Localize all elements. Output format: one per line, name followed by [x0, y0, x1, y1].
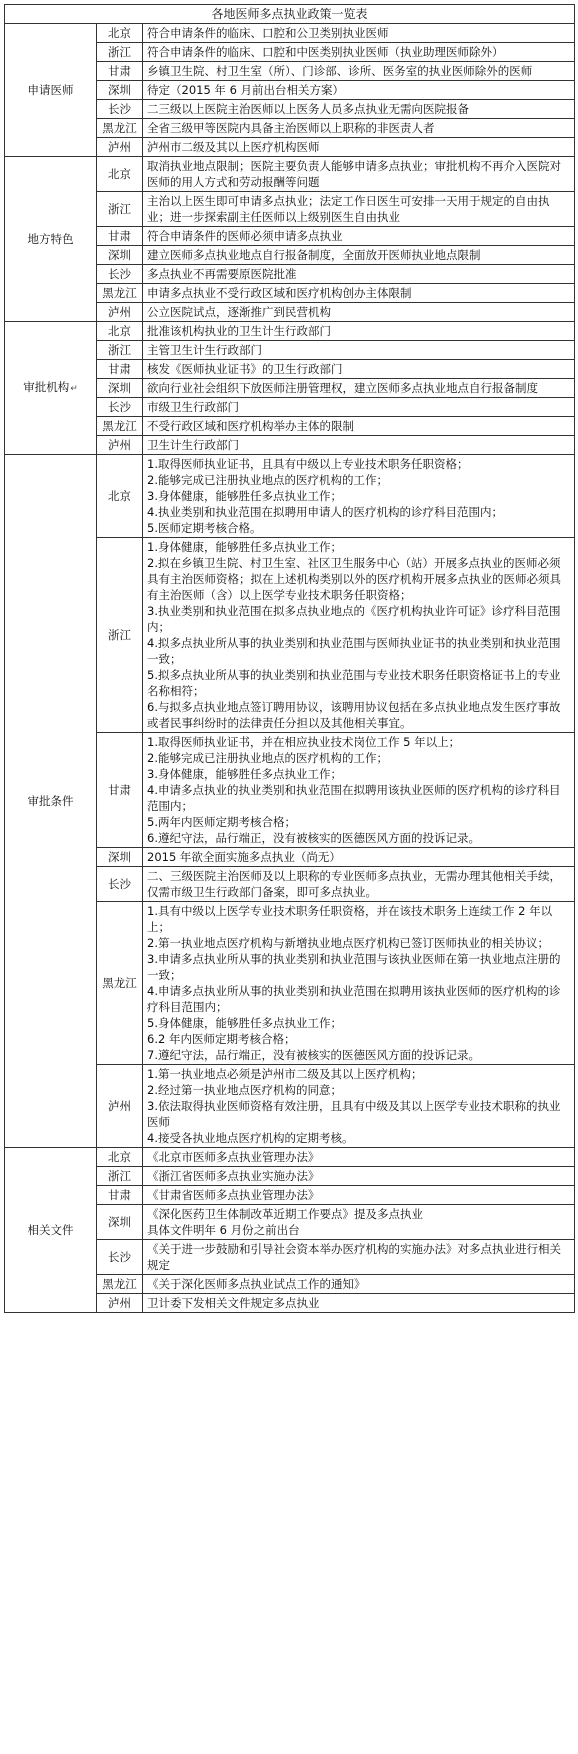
policy-content-cell: [143, 265, 575, 284]
policy-line: 核发《医师执业证书》的卫生行政部门: [147, 362, 343, 376]
category-cell: [5, 455, 97, 1148]
policy-content-cell: [143, 284, 575, 303]
category-cell: [5, 24, 97, 157]
policy-content-cell: [143, 100, 575, 119]
policy-content-cell: [143, 379, 575, 398]
table-title: 各地医师多点执业政策一览表: [5, 5, 575, 24]
policy-line: 4.申请多点执业所从事的执业类别和执业范围在拟聘用该执业医师的医疗机构的诊疗科目范围内；: [147, 984, 561, 1014]
policy-content-cell: [143, 417, 575, 436]
city-cell: 北京: [97, 157, 143, 192]
city-cell: 黑龙江: [97, 1275, 143, 1294]
policy-line: 泸州市二级及其以上医疗机构医师: [147, 140, 320, 154]
category-cell: [5, 1148, 97, 1313]
policy-line: 《浙江省医师多点执业实施办法》: [147, 1169, 320, 1183]
policy-line: 2.能够完成已注册执业地点的医疗机构的工作；: [147, 751, 388, 765]
paragraph-mark: ↵: [70, 384, 78, 394]
city-cell: 浙江: [97, 341, 143, 360]
policy-content-cell: [143, 246, 575, 265]
category-label: 地方特色: [27, 232, 74, 246]
city-cell: 甘肃: [97, 733, 143, 848]
category-label: 审批条件: [27, 794, 74, 808]
policy-line: 5.身体健康，能够胜任多点执业工作；: [147, 1016, 342, 1030]
city-cell: 甘肃: [97, 62, 143, 81]
policy-line: 符合申请条件的医师必须申请多点执业: [147, 229, 343, 243]
policy-line: 卫生计生行政部门: [147, 438, 239, 452]
policy-line: 主治以上医生即可申请多点执业；法定工作日医生可安排一天用于规定的自由执业；进一步探索副主任医师以上级别医生自由执业: [147, 194, 550, 224]
city-cell: 浙江: [97, 192, 143, 227]
city-cell: 深圳: [97, 1205, 143, 1240]
policy-content-cell: [143, 322, 575, 341]
policy-content-cell: [143, 436, 575, 455]
policy-line: 多点执业不再需要原医院批准: [147, 267, 297, 281]
policy-line: 欲向行业社会组织下放医师注册管理权，建立医师多点执业地点自行报备制度: [147, 381, 538, 395]
city-cell: 深圳: [97, 246, 143, 265]
city-cell: 北京: [97, 455, 143, 538]
policy-line: 3.身体健康，能够胜任多点执业工作；: [147, 767, 342, 781]
policy-line: 《关于进一步鼓励和引导社会资本举办医疗机构的实施办法》对多点执业进行相关规定: [147, 1242, 561, 1272]
policy-table: [4, 4, 575, 1313]
policy-content-cell: [143, 157, 575, 192]
policy-content-cell: [143, 43, 575, 62]
city-cell: 长沙: [97, 398, 143, 417]
policy-line: 取消执业地点限制；医院主要负责人能够申请多点执业；审批机构不再介入医院对医师的用人方式和劳动报酬等问题: [147, 159, 561, 189]
policy-line: 1.具有中级以上医学专业技术职务任职资格，并在该技术职务上连续工作 2 年以上；: [147, 904, 553, 934]
policy-line: 1.取得医师执业证书，并在相应执业技术岗位工作 5 年以上；: [147, 735, 461, 749]
city-cell: 深圳: [97, 379, 143, 398]
city-cell: 黑龙江: [97, 902, 143, 1065]
policy-line: 3.依法取得执业医师资格有效注册，且具有中级及其以上医学专业技术职称的执业医师: [147, 1099, 561, 1129]
city-cell: 黑龙江: [97, 284, 143, 303]
policy-content-cell: [143, 1186, 575, 1205]
policy-line: 1.取得医师执业证书，且具有中级以上专业技术职务任职资格；: [147, 457, 469, 471]
policy-content-cell: [143, 848, 575, 867]
policy-content-cell: [143, 341, 575, 360]
policy-line: 5.两年内医师定期考核合格；: [147, 815, 296, 829]
city-cell: 长沙: [97, 867, 143, 902]
policy-line: 2.经过第一执业地点医疗机构的同意；: [147, 1083, 342, 1097]
policy-content-cell: [143, 192, 575, 227]
city-cell: 长沙: [97, 1240, 143, 1275]
policy-line: 4.申请多点执业的执业类别和执业范围在拟聘用该执业医师的医疗机构的诊疗科目范围内；: [147, 783, 561, 813]
policy-content-cell: [143, 1275, 575, 1294]
policy-content-cell: [143, 733, 575, 848]
policy-line: 《关于深化医师多点执业试点工作的通知》: [147, 1277, 366, 1291]
table-row: [5, 455, 575, 538]
policy-line: 不受行政区域和医疗机构举办主体的限制: [147, 419, 354, 433]
policy-line: 批准该机构执业的卫生计生行政部门: [147, 324, 331, 338]
policy-line: 待定（2015 年 6 月前出台相关方案）: [147, 83, 345, 97]
category-label: 相关文件: [27, 1223, 74, 1237]
policy-line: 市级卫生行政部门: [147, 400, 239, 414]
policy-line: 二、三级医院主治医师及以上职称的专业医师多点执业，无需办理其他相关手续，仅需市级卫生行政部门备案，即可多点执业。: [147, 869, 561, 899]
policy-line: 3.身体健康，能够胜任多点执业工作；: [147, 489, 342, 503]
policy-line: 4.接受各执业地点医疗机构的定期考核。: [147, 1131, 354, 1145]
policy-line: 申请多点执业不受行政区域和医疗机构创办主体限制: [147, 286, 412, 300]
policy-line: 二三级以上医院主治医师以上医务人员多点执业无需向医院报备: [147, 102, 469, 116]
city-cell: 深圳: [97, 848, 143, 867]
policy-line: 4.执业类别和执业范围在拟聘用申请人的医疗机构的诊疗科目范围内；: [147, 505, 503, 519]
policy-line: 6.2 年内医师定期考核合格；: [147, 1032, 296, 1046]
city-cell: 北京: [97, 322, 143, 341]
policy-line: 5.医师定期考核合格。: [147, 521, 262, 535]
policy-content-cell: [143, 1065, 575, 1148]
city-cell: 泸州: [97, 1294, 143, 1313]
policy-line: 3.申请多点执业所从事的执业类别和执业范围与该执业医师在第一执业地点注册的一致；: [147, 952, 561, 982]
policy-content-cell: [143, 538, 575, 733]
policy-content-cell: [143, 398, 575, 417]
policy-content-cell: [143, 138, 575, 157]
city-cell: 浙江: [97, 1167, 143, 1186]
table-row: [5, 322, 575, 341]
policy-line: 符合申请条件的临床、口腔和中医类别执业医师（执业助理医师除外）: [147, 45, 504, 59]
policy-line: 主管卫生计生行政部门: [147, 343, 262, 357]
city-cell: 长沙: [97, 265, 143, 284]
table-row: [5, 1148, 575, 1167]
title-row: [5, 5, 575, 24]
policy-line: 具体文件明年 6 月份之前出台: [147, 1223, 300, 1237]
policy-line: 卫计委下发相关文件规定多点执业: [147, 1296, 320, 1310]
policy-line: 建立医师多点执业地点自行报备制度，全面放开医师执业地点限制: [147, 248, 481, 262]
policy-content-cell: [143, 227, 575, 246]
table-body: [5, 5, 575, 1313]
category-cell: [5, 157, 97, 322]
policy-content-cell: [143, 1240, 575, 1275]
policy-content-cell: [143, 119, 575, 138]
policy-line: 2015 年欲全面实施多点执业（尚无）: [147, 850, 341, 864]
category-label: 审批机构: [23, 380, 70, 394]
policy-line: 符合申请条件的临床、口腔和公卫类别执业医师: [147, 26, 389, 40]
city-cell: 北京: [97, 24, 143, 43]
policy-content-cell: [143, 24, 575, 43]
policy-line: 2.能够完成已注册执业地点的医疗机构的工作；: [147, 473, 388, 487]
city-cell: 黑龙江: [97, 119, 143, 138]
city-cell: 甘肃: [97, 360, 143, 379]
policy-line: 2.拟在乡镇卫生院、村卫生室、社区卫生服务中心（站）开展多点执业的医师必须具有主治医师资格；拟在上述机构类别以外的医疗机构开展多点执业的医师必须具有主治医师（含）以上医学专业技术职务任职资格；: [147, 556, 561, 602]
table-row: [5, 24, 575, 43]
policy-line: 1.身体健康，能够胜任多点执业工作；: [147, 540, 342, 554]
city-cell: 浙江: [97, 538, 143, 733]
policy-content-cell: [143, 867, 575, 902]
policy-line: 3.执业类别和执业范围在拟多点执业地点的《医疗机构执业许可证》诊疗科目范围内；: [147, 604, 561, 634]
policy-line: 6.遵纪守法，品行端正，没有被核实的医德医风方面的投诉记录。: [147, 831, 480, 845]
city-cell: 浙江: [97, 43, 143, 62]
policy-content-cell: [143, 1148, 575, 1167]
policy-content-cell: [143, 360, 575, 379]
policy-content-cell: [143, 902, 575, 1065]
city-cell: 黑龙江: [97, 417, 143, 436]
category-cell: [5, 322, 97, 455]
policy-content-cell: [143, 1294, 575, 1313]
city-cell: 泸州: [97, 138, 143, 157]
table-row: [5, 157, 575, 192]
policy-line: 《北京市医师多点执业管理办法》: [147, 1150, 320, 1164]
policy-line: 乡镇卫生院、村卫生室（所）、门诊部、诊所、医务室的执业医师除外的医师: [147, 64, 533, 78]
policy-line: 7.遵纪守法，品行端正，没有被核实的医德医风方面的投诉记录。: [147, 1048, 480, 1062]
city-cell: 甘肃: [97, 1186, 143, 1205]
city-cell: 深圳: [97, 81, 143, 100]
policy-line: 《深化医药卫生体制改革近期工作要点》提及多点执业: [147, 1207, 423, 1221]
policy-line: 全省三级甲等医院内具备主治医师以上职称的非医责人者: [147, 121, 435, 135]
policy-line: 1.第一执业地点必须是泸州市二级及其以上医疗机构；: [147, 1067, 423, 1081]
policy-content-cell: [143, 1205, 575, 1240]
city-cell: 北京: [97, 1148, 143, 1167]
policy-line: 4.拟多点执业所从事的执业类别和执业范围与医师执业证书的执业类别和执业范围一致；: [147, 636, 561, 666]
city-cell: 泸州: [97, 1065, 143, 1148]
policy-line: 公立医院试点，逐渐推广到民营机构: [147, 305, 331, 319]
policy-content-cell: [143, 455, 575, 538]
policy-content-cell: [143, 303, 575, 322]
city-cell: 泸州: [97, 303, 143, 322]
policy-line: 6.与拟多点执业地点签订聘用协议，该聘用协议包括在多点执业地点发生医疗事故或者民事纠纷时的法律责任分担以及其他相关事宜。: [147, 700, 561, 730]
city-cell: 泸州: [97, 436, 143, 455]
city-cell: 长沙: [97, 100, 143, 119]
policy-content-cell: [143, 62, 575, 81]
policy-content-cell: [143, 81, 575, 100]
policy-line: 《甘肃省医师多点执业管理办法》: [147, 1188, 320, 1202]
category-label: 申请医师: [27, 83, 74, 97]
city-cell: 甘肃: [97, 227, 143, 246]
policy-line: 5.拟多点执业所从事的执业类别和执业范围与专业技术职务任职资格证书上的专业名称相符；: [147, 668, 561, 698]
policy-line: 2.第一执业地点医疗机构与新增执业地点医疗机构已签订医师执业的相关协议；: [147, 936, 549, 950]
policy-content-cell: [143, 1167, 575, 1186]
